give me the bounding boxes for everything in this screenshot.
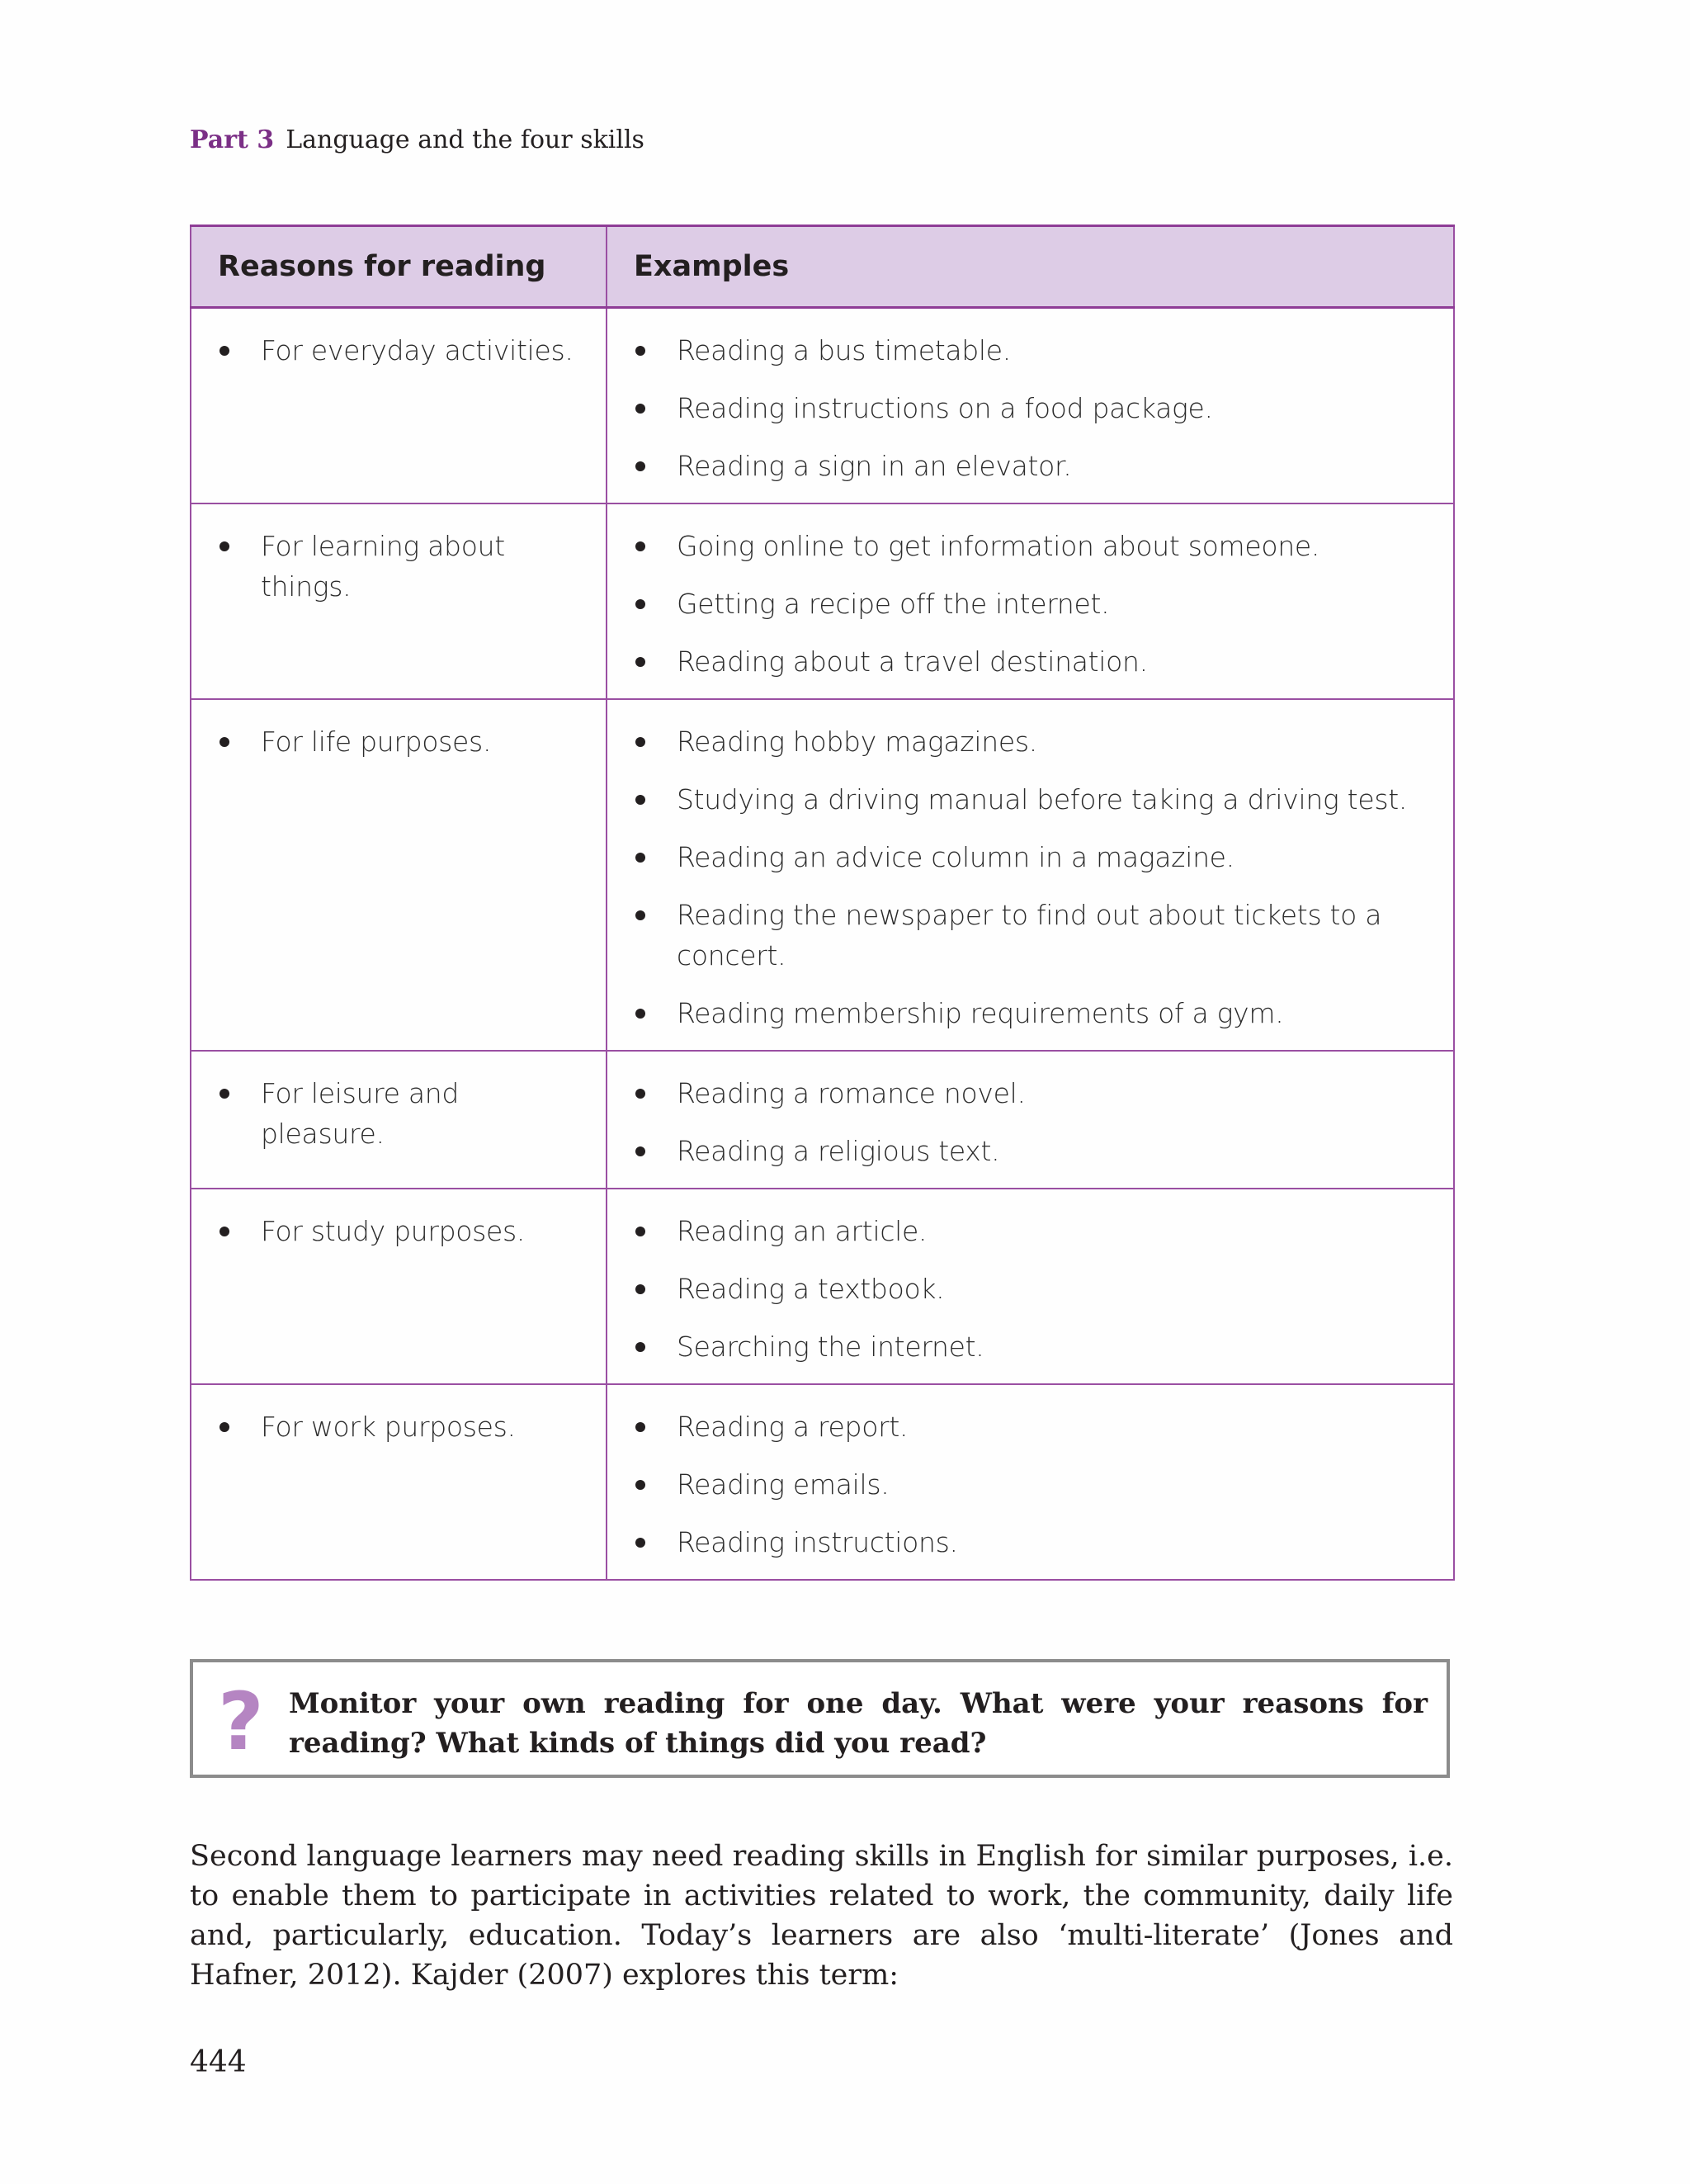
chapter-title: Language and the four skills bbox=[286, 125, 644, 154]
list-item: Reading the newspaper to find out about tickets to a concert. bbox=[634, 895, 1428, 976]
list-item: For everyday activities. bbox=[218, 330, 581, 371]
table-row bbox=[191, 699, 1454, 1051]
running-head bbox=[190, 125, 644, 154]
list-item: Reading a textbook. bbox=[634, 1269, 1428, 1309]
reason-cell bbox=[191, 308, 607, 504]
part-label: Part 3 bbox=[190, 125, 275, 154]
examples-cell bbox=[607, 1384, 1454, 1580]
table-header-row bbox=[191, 226, 1454, 308]
examples-cell bbox=[607, 1051, 1454, 1189]
list-item: For leisure and pleasure. bbox=[218, 1073, 581, 1154]
list-item: Reading instructions. bbox=[634, 1522, 1428, 1562]
examples-cell bbox=[607, 1189, 1454, 1384]
list-item: Reading about a travel destination. bbox=[634, 641, 1428, 682]
list-item: Reading instructions on a food package. bbox=[634, 388, 1428, 428]
table-row bbox=[191, 503, 1454, 699]
reason-cell bbox=[191, 1189, 607, 1384]
list-item: Reading a sign in an elevator. bbox=[634, 446, 1428, 486]
body-paragraph: Second language learners may need reading skills in English for similar purposes, i.e. to enable them to participate in activities related to work, the community, daily life and, particularly, education. Today’s learners are also ‘multi-literate’ (Jones and Hafner, 2012). Kajder (2007) explores this term: bbox=[190, 1840, 1453, 1992]
list-item: For work purposes. bbox=[218, 1406, 581, 1447]
list-item: Getting a recipe off the internet. bbox=[634, 584, 1428, 624]
reason-cell bbox=[191, 699, 607, 1051]
header-examples: Examples bbox=[607, 226, 1454, 308]
page-number: 444 bbox=[190, 2045, 247, 2079]
table-row bbox=[191, 1189, 1454, 1384]
table-row bbox=[191, 1051, 1454, 1189]
list-item: For learning about things. bbox=[218, 526, 581, 607]
table-row bbox=[191, 308, 1454, 504]
header-reasons: Reasons for reading bbox=[191, 226, 607, 308]
examples-cell bbox=[607, 699, 1454, 1051]
reflection-question-text: Monitor your own reading for one day. What were your reasons for reading? What kinds of things did you read? bbox=[289, 1687, 1428, 1760]
reason-cell bbox=[191, 1384, 607, 1580]
question-mark-icon: ? bbox=[218, 1676, 264, 1768]
list-item: Reading a bus timetable. bbox=[634, 330, 1428, 371]
table-row bbox=[191, 1384, 1454, 1580]
list-item: For life purposes. bbox=[218, 721, 581, 762]
list-item: Reading an advice column in a magazine. bbox=[634, 837, 1428, 877]
reason-cell bbox=[191, 1051, 607, 1189]
examples-cell bbox=[607, 503, 1454, 699]
list-item: Reading emails. bbox=[634, 1464, 1428, 1505]
reflection-question-box bbox=[190, 1659, 1450, 1778]
list-item: Reading a religious text. bbox=[634, 1131, 1428, 1171]
examples-cell bbox=[607, 308, 1454, 504]
list-item: Reading a report. bbox=[634, 1406, 1428, 1447]
list-item: Reading a romance novel. bbox=[634, 1073, 1428, 1113]
reasons-table bbox=[190, 225, 1455, 1581]
reason-cell bbox=[191, 503, 607, 699]
list-item: Reading hobby magazines. bbox=[634, 721, 1428, 762]
list-item: Reading an article. bbox=[634, 1211, 1428, 1251]
list-item: For study purposes. bbox=[218, 1211, 581, 1251]
list-item: Studying a driving manual before taking a driving test. bbox=[634, 779, 1428, 820]
list-item: Reading membership requirements of a gym. bbox=[634, 993, 1428, 1033]
list-item: Searching the internet. bbox=[634, 1326, 1428, 1367]
list-item: Going online to get information about someone. bbox=[634, 526, 1428, 566]
